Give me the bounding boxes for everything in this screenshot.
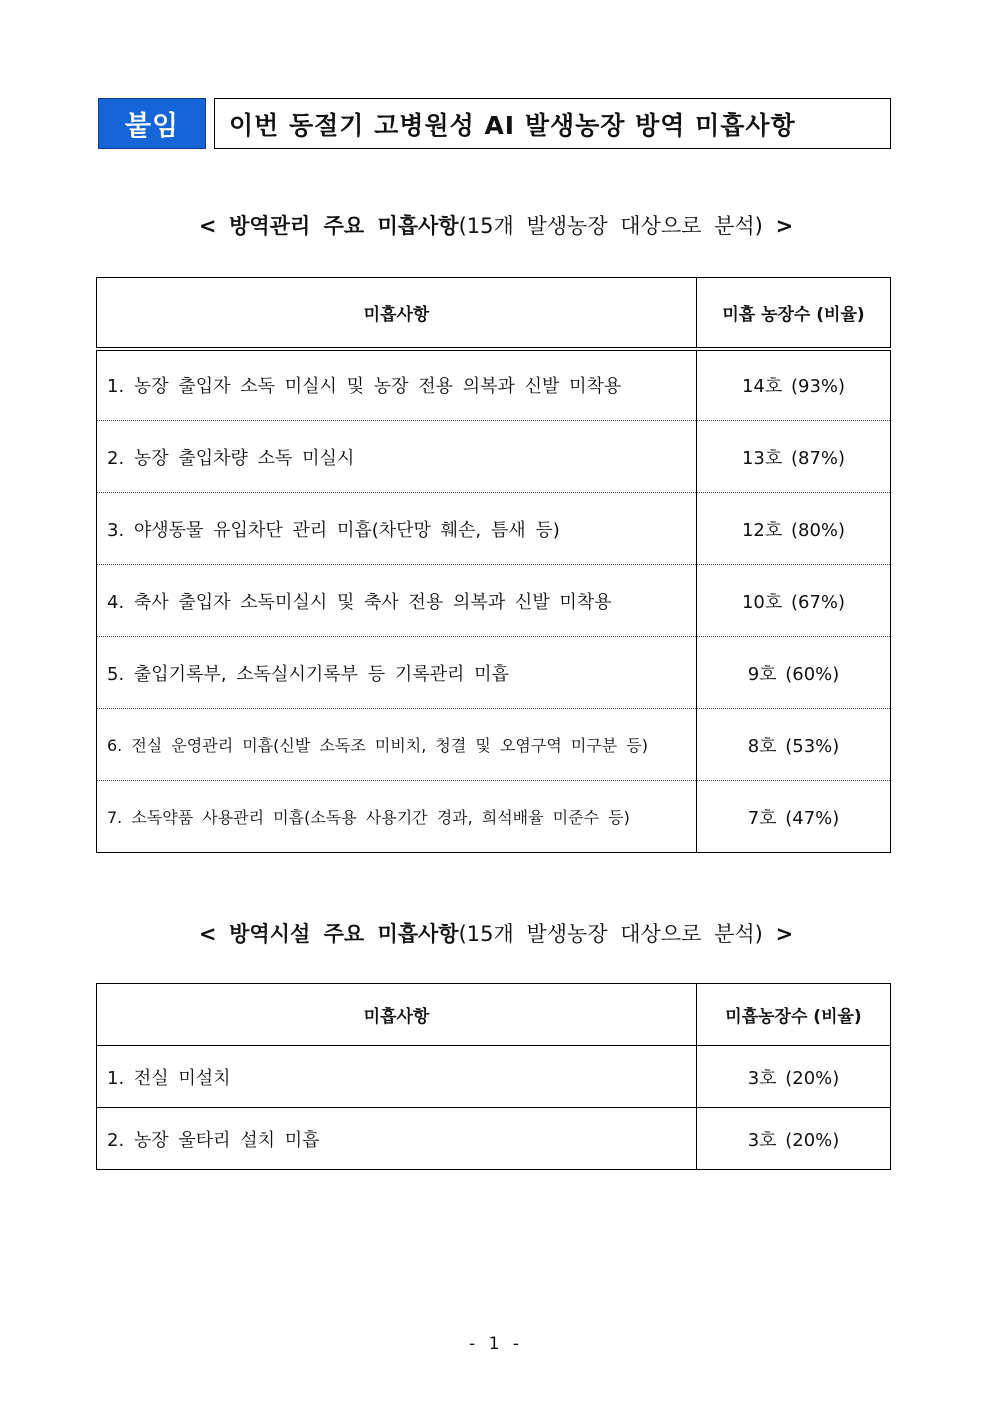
row-value: 3호 (20%): [697, 1108, 891, 1170]
section1-title: [0, 210, 992, 240]
col-header-item: 미흡사항: [97, 278, 697, 349]
row-value: 14호 (93%): [697, 349, 891, 421]
row-item: 1. 농장 출입자 소독 미실시 및 농장 전용 의복과 신발 미착용: [97, 349, 697, 421]
row-value: 8호 (53%): [697, 709, 891, 781]
row-item: 2. 농장 출입차량 소독 미실시: [97, 421, 697, 493]
table-row: [97, 1108, 891, 1170]
table-row: [97, 565, 891, 637]
section2-title-note: (15개 발생농장 대상으로 분석): [458, 922, 763, 946]
row-value: 12호 (80%): [697, 493, 891, 565]
section1-open: <: [198, 214, 217, 238]
table-row: [97, 637, 891, 709]
table-row: [97, 493, 891, 565]
section2-close: >: [775, 922, 794, 946]
col-header-value: 미흡농장수 (비율): [697, 984, 891, 1046]
row-item: 7. 소독약품 사용관리 미흡(소독용 사용기간 경과, 희석배율 미준수 등): [97, 781, 697, 853]
table-row: [97, 1046, 891, 1108]
attachment-badge: 붙임: [98, 98, 206, 149]
document-title: 이번 동절기 고병원성 AI 발생농장 방역 미흡사항: [214, 98, 891, 149]
row-value: 10호 (67%): [697, 565, 891, 637]
section1-close: >: [775, 214, 794, 238]
row-value: 13호 (87%): [697, 421, 891, 493]
row-item: 6. 전실 운영관리 미흡(신발 소독조 미비치, 청결 및 오염구역 미구분 등): [97, 709, 697, 781]
section2-open: <: [198, 922, 217, 946]
row-value: 3호 (20%): [697, 1046, 891, 1108]
table-header-row: [97, 984, 891, 1046]
row-item: 5. 출입기록부, 소독실시기록부 등 기록관리 미흡: [97, 637, 697, 709]
document-header: [98, 98, 891, 149]
row-value: 7호 (47%): [697, 781, 891, 853]
facility-table: [96, 983, 891, 1170]
row-item: 3. 야생동물 유입차단 관리 미흡(차단망 훼손, 틈새 등): [97, 493, 697, 565]
table-row: [97, 421, 891, 493]
row-item: 1. 전실 미설치: [97, 1046, 697, 1108]
section1-title-note: (15개 발생농장 대상으로 분석): [458, 214, 763, 238]
page-number: - 1 -: [469, 1334, 523, 1354]
section2-title-bold: 방역시설 주요 미흡사항: [229, 922, 459, 946]
row-value: 9호 (60%): [697, 637, 891, 709]
section2-title: [0, 918, 992, 948]
row-item: 2. 농장 울타리 설치 미흡: [97, 1108, 697, 1170]
section1-title-bold: 방역관리 주요 미흡사항: [229, 214, 459, 238]
row-item: 4. 축사 출입자 소독미실시 및 축사 전용 의복과 신발 미착용: [97, 565, 697, 637]
table-header-row: [97, 278, 891, 349]
table-row: [97, 781, 891, 853]
table-row: [97, 349, 891, 421]
management-table: [96, 277, 891, 853]
table-row: [97, 709, 891, 781]
col-header-value: 미흡 농장수 (비율): [697, 278, 891, 349]
col-header-item: 미흡사항: [97, 984, 697, 1046]
